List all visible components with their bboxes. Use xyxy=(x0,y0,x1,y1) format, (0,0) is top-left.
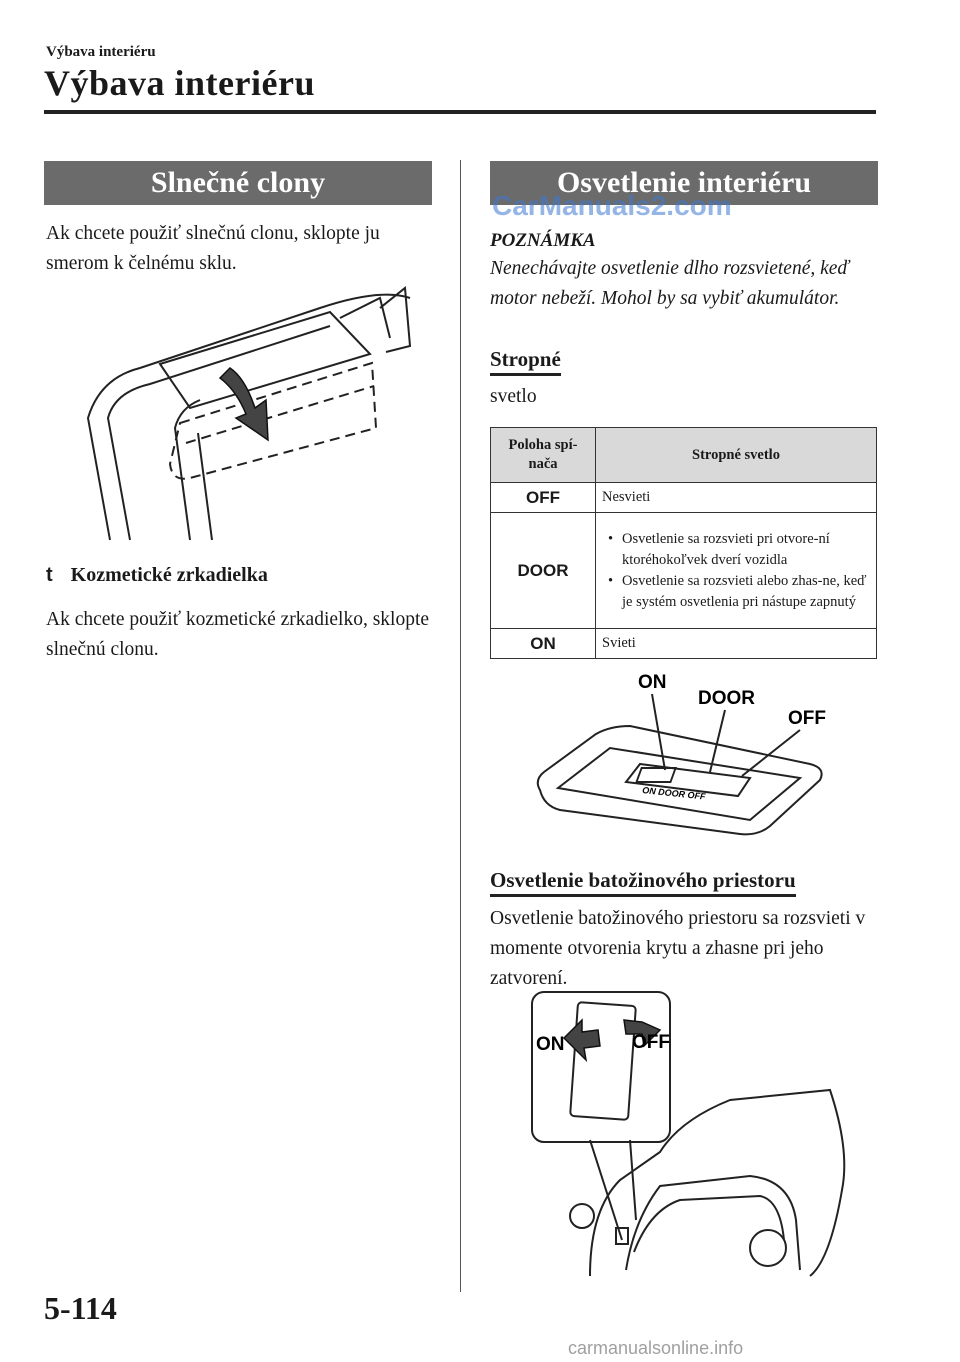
dome-label-door: DOOR xyxy=(698,688,755,709)
table-header-dome-light: Stropné svetlo xyxy=(596,428,877,483)
trunk-label-off: OFF xyxy=(632,1032,670,1053)
section-banner-interior-lighting: Osvetlenie interiéru xyxy=(490,161,878,205)
trunk-light-illustration xyxy=(530,990,860,1280)
table-cell-position: ON xyxy=(491,629,596,659)
table-header-switch-position: Poloha spí-nača xyxy=(491,428,596,483)
table-cell-description: Svieti xyxy=(596,629,877,659)
chapter-title: Výbava interiéru xyxy=(44,63,315,103)
list-item: • Osvetlenie sa rozsvieti alebo zhas-ne, keď je systém osvetlenia pri nástupe zapnutý xyxy=(622,571,870,613)
trunk-label-on: ON xyxy=(536,1034,565,1055)
dome-light-illustration xyxy=(530,668,830,848)
table-cell-description: Nesvieti xyxy=(596,483,877,513)
table-row xyxy=(491,513,877,629)
table-header-row xyxy=(491,428,877,483)
subsection-marker: t xyxy=(46,564,53,586)
table-cell-position: DOOR xyxy=(491,513,596,629)
column-divider xyxy=(460,160,461,1292)
subsection-title-vanity-mirrors xyxy=(46,564,268,587)
table-row xyxy=(491,483,877,513)
breadcrumb: Výbava interiéru xyxy=(46,44,156,60)
heading-trunk-light: Osvetlenie batožinového priestoru xyxy=(490,868,796,897)
sun-visor-illustration xyxy=(80,268,420,548)
watermark-bottom: carmanualsonline.info xyxy=(568,1338,744,1358)
page-number: 5-114 xyxy=(44,1290,117,1326)
vanity-mirror-text: Ak chcete použiť kozmetické zrkadielko, sklopte slnečnú clonu. xyxy=(46,609,430,660)
sun-visor-text: Ak chcete použiť slnečnú clonu, sklopte ju smerom k čelnému sklu. xyxy=(46,223,380,274)
heading-dome-light-continuation: svetlo xyxy=(490,386,537,407)
dome-switch-small-labels: ON DOOR OFF xyxy=(641,785,706,802)
trunk-light-text: Osvetlenie batožinového priestoru sa rozsvieti v momente otvorenia krytu a zhasne pri jeho zatvorení. xyxy=(490,908,866,989)
table-cell-description xyxy=(596,513,877,629)
heading-dome-light: Stropné xyxy=(490,347,561,376)
table-cell-position: OFF xyxy=(491,483,596,513)
list-item: • Osvetlenie sa rozsvieti pri otvore-ní ktoréhokoľvek dverí vozidla xyxy=(622,529,870,571)
watermark-top: CarManuals2.com xyxy=(492,190,732,221)
dome-light-table xyxy=(490,427,877,659)
note-title: POZNÁMKA xyxy=(490,230,596,251)
dome-label-on: ON xyxy=(638,672,667,693)
table-row xyxy=(491,629,877,659)
note-text: Nenechávajte osvetlenie dlho rozsvietené, keď motor nebeží. Mohol by sa vybiť akumulátor. xyxy=(490,258,850,309)
header-rule xyxy=(44,110,876,114)
section-banner-sun-visors: Slnečné clony xyxy=(44,161,432,205)
dome-label-off: OFF xyxy=(788,708,826,729)
subsection-title-text: Kozmetické zrkadielka xyxy=(70,564,268,586)
bullet-list xyxy=(602,529,870,613)
